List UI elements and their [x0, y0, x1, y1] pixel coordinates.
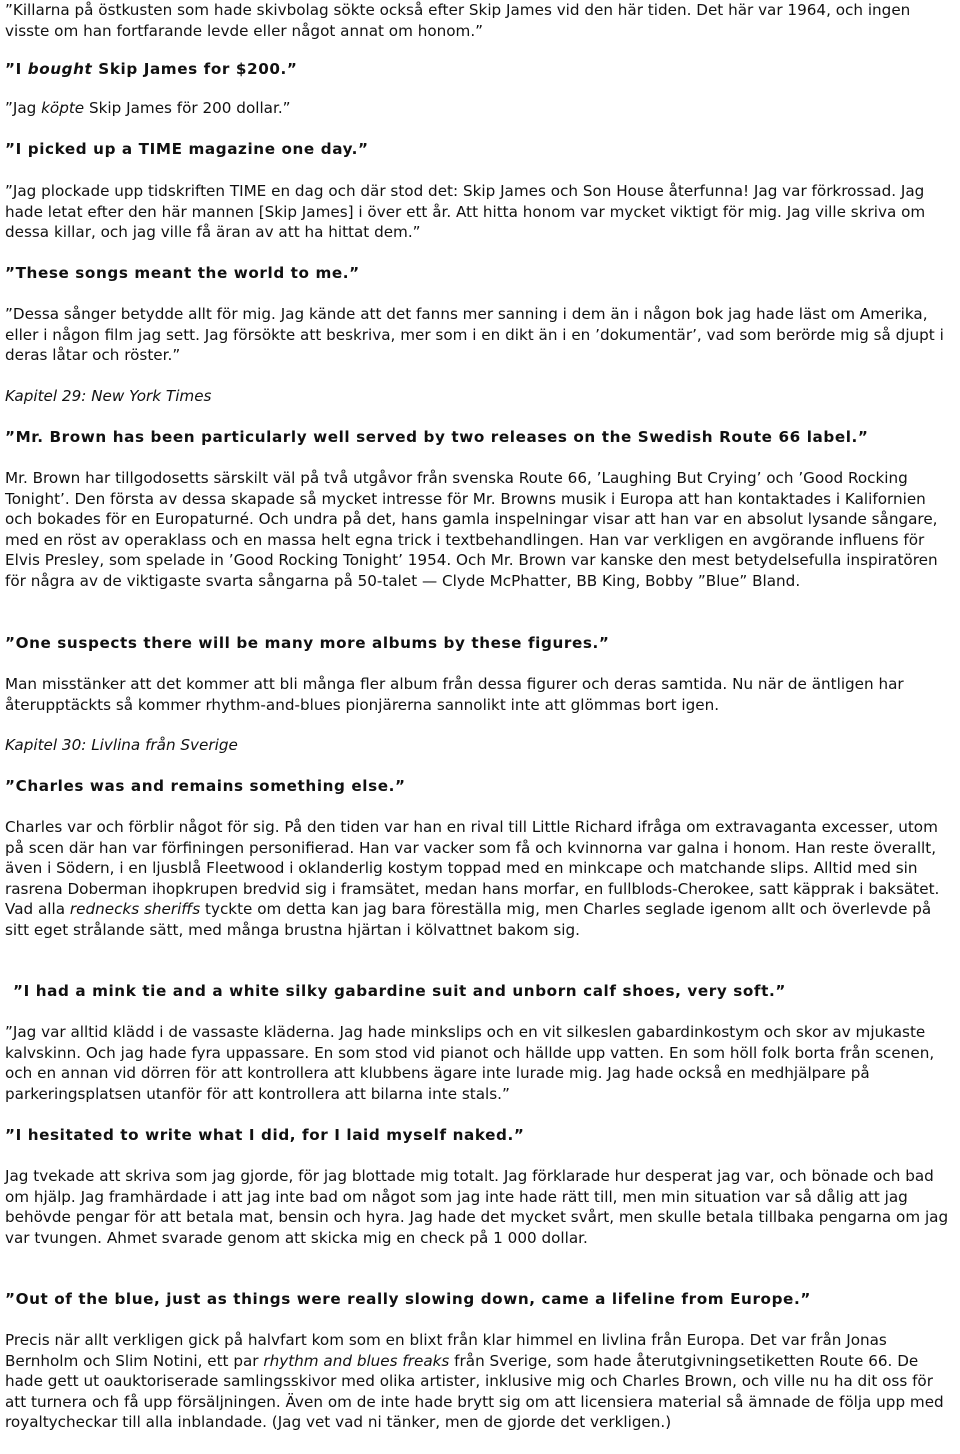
- text-run: Kapitel 30: Livlina från Sverige: [5, 736, 238, 754]
- italic-run: rednecks sheriffs: [69, 900, 201, 919]
- paragraph-swedish: [5, 674, 955, 715]
- text-run: från Sverige, som hade återutgivningsetiketten Route 66. De hade gett ut oauktoriserade samlingsskivor med olika artister, inklusive mig och Charles Brown, och ville nu ha dit oss för att turnera och få upp försäljningen. Även om de inte hade brytt sig om att licensiera material så ämnade de följa upp med royaltycheckar till alla inblandade. (Jag vet vad ni tänker, men de gjorde det verkligen.): [5, 1351, 944, 1432]
- text-run: Kapitel 29: New York Times: [5, 387, 212, 405]
- quote-english: [5, 427, 955, 448]
- paragraph-swedish: [5, 1022, 955, 1104]
- quote-english: [5, 1289, 955, 1310]
- text-run: ”I hesitated to write what I did, for I laid myself naked.”: [5, 1126, 525, 1144]
- italic-run: bought: [27, 60, 93, 78]
- text-run: tyckte om detta kan jag bara föreställa mig, men Charles seglade igenom allt och överlevde på sitt eget strålande sätt, med många brustna hjärtan i kölvattnet bakom sig.: [5, 900, 932, 939]
- paragraph-swedish: [5, 0, 955, 41]
- text-run: ”I had a mink tie and a white silky gabardine suit and unborn calf shoes, very soft.”: [13, 982, 786, 1000]
- text-run: Charles var och förblir något för sig. På den tiden var han en rival till Little Richard ifråga om extravaganta excesser, utom på scen där han var förfiningen personifierad. Han var vacker som få och kvinnorna var galna i honom. Han reste överallt, även i Södern, i en ljusblå Fleetwood i oklanderlig kostym toppad med en minkcape och matchande slips. Alltid med sin rasrena Doberman ihopkrupen bredvid sig i framsätet, medan hans morfar, en fullblods-Cherokee, satt käpprak i baksätet. Vad alla: [5, 818, 940, 919]
- quote-english: [5, 776, 955, 797]
- text-run: ”Jag plockade upp tidskriften TIME en dag och där stod det: Skip James och Son House återfunna! Jag var förkrossad. Jag hade letat efter den här mannen [Skip James] i över ett år. Att hitta honom var mycket viktigt för mig. Jag ville skriva om dessa killar, och jag ville få äran av att ha hittat dem.”: [5, 182, 926, 242]
- text-run: ”Charles was and remains something else.”: [5, 777, 406, 795]
- text-run: ”Dessa sånger betydde allt för mig. Jag kände att det fanns mer sanning i dem än i någon bok jag hade läst om Amerika, eller i någon film jag sett. Jag försökte att beskriva, mer som i en dikt än i en ’dokumentär’, vad som berörde mig så djupt i deras låtar och röster.”: [5, 305, 944, 365]
- quote-english: [5, 263, 955, 284]
- text-run: ”I: [5, 60, 28, 78]
- text-run: ”Killarna på östkusten som hade skivbolag sökte också efter Skip James vid den här tiden. Det här var 1964, och ingen visste om han fortfarande levde eller något annat om honom.”: [5, 1, 911, 40]
- paragraph-swedish: [5, 1330, 955, 1433]
- text-run: ”One suspects there will be many more albums by these figures.”: [5, 634, 610, 652]
- text-run: ”Jag: [5, 99, 42, 117]
- paragraph-swedish: [5, 1166, 955, 1248]
- text-run: ”Mr. Brown has been particularly well served by two releases on the Swedish Route 66 label.”: [5, 428, 869, 446]
- text-run: Man misstänker att det kommer att bli många fler album från dessa figurer och deras samtida. Nu när de äntligen har återupptäckts så kommer rhythm-and-blues pionjärerna sannolikt inte att glömmas bort igen.: [5, 675, 904, 714]
- text-run: ”Out of the blue, just as things were really slowing down, came a lifeline from Europe.”: [5, 1290, 811, 1308]
- italic-run: rhythm and blues freaks: [263, 1351, 450, 1370]
- text-run: ”I picked up a TIME magazine one day.”: [5, 140, 369, 158]
- quote-english: [5, 633, 955, 654]
- paragraph-swedish: [5, 181, 955, 243]
- chapter-heading: [5, 735, 955, 756]
- paragraph-swedish: [5, 304, 955, 366]
- paragraph-swedish: [5, 817, 955, 941]
- text-run: Precis när allt verkligen gick på halvfart kom som en blixt från klar himmel en livlina från Europa. Det var från Jonas Bernholm och Slim Notini, ett par: [5, 1331, 887, 1370]
- quote-english: [5, 139, 955, 160]
- text-run: ”Jag var alltid klädd i de vassaste kläderna. Jag hade minkslips och en vit silkeslen gabardinkostym och skor av mjukaste kalvskinn. Och jag hade fyra uppassare. En som stod vid pianot och hällde upp vatten. En som höll folk borta från scenen, och en annan vid dörren för att kontrollera att klubbens ägare inte lurade mig. Jag hade också en medhjälpare på parkeringsplatsen utanför för att kontrollera att bilarna inte stals.”: [5, 1023, 935, 1103]
- paragraph-swedish: [5, 98, 955, 119]
- quote-english: [13, 981, 960, 1002]
- text-run: Skip James for $200.”: [92, 60, 298, 78]
- text-run: Jag tvekade att skriva som jag gjorde, för jag blottade mig totalt. Jag förklarade hur desperat jag var, och bönade och bad om hjälp. Jag framhärdade i att jag inte bad om något som jag inte hade rätt till, men min situation var så dålig att jag behövde pengar för att betala mat, bensin och hyra. Jag hade det mycket svårt, men skulle betala tillbaka pengarna om jag var tvungen. Ahmet svarade genom att skicka mig en check på 1 000 dollar.: [5, 1167, 949, 1247]
- quote-english: [5, 59, 955, 80]
- italic-run: köpte: [41, 99, 85, 117]
- text-run: ”These songs meant the world to me.”: [5, 264, 360, 282]
- text-run: Skip James för 200 dollar.”: [84, 99, 291, 117]
- chapter-heading: [5, 386, 955, 407]
- quote-english: [5, 1125, 955, 1146]
- text-run: Mr. Brown har tillgodosetts särskilt väl på två utgåvor från svenska Route 66, ’Laughing But Crying’ och ’Good Rocking Tonight’. Den första av dessa skapade så mycket intresse för Mr. Browns musik i Europa att han kontaktades i Kalifornien och bokades för en Europaturné. Och undra på det, hans gamla inspelningar visar att han var en absolut lysande sångare, med en röst av operaklass och en massa helt egna trick i textbehandlingen. Han var verkligen en avgörande influens för Elvis Presley, som spelade in ’Good Rocking Tonight’ 1954. Och Mr. Brown var kanske den mest betydelsefulla inspiratören för några av de viktigaste svarta sångarna på 50-talet — Clyde McPhatter, BB King, Bobby ”Blue” Bland.: [5, 469, 938, 590]
- paragraph-swedish: [5, 468, 955, 592]
